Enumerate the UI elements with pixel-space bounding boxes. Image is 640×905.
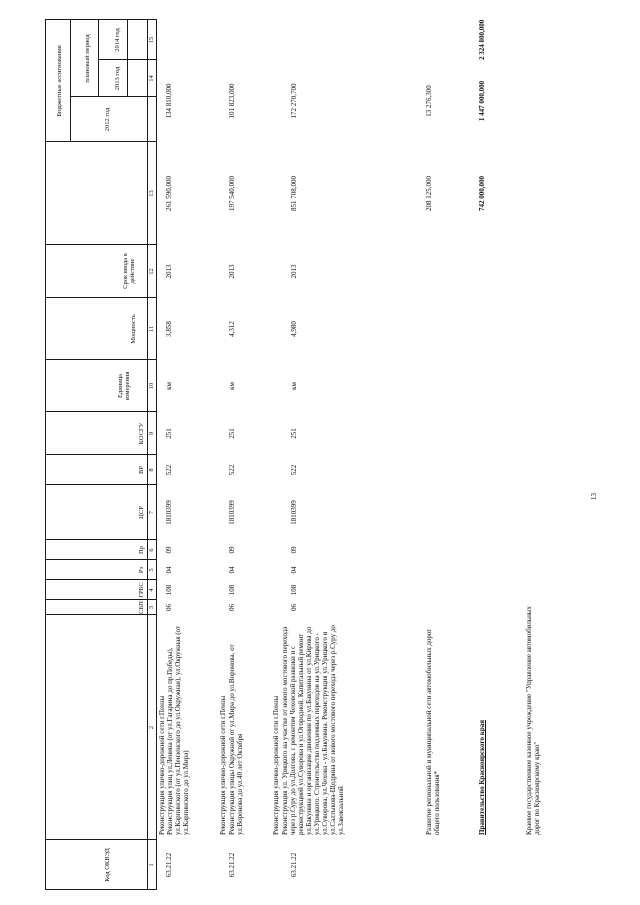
header-grbs: ГРБС	[138, 582, 145, 598]
col-line-0	[45, 889, 157, 890]
row1-unit: км	[165, 382, 173, 390]
row1-2012: 261 590,000	[165, 176, 173, 211]
row1-csr: 1810399	[165, 500, 173, 525]
colnum-2: 2	[148, 725, 155, 730]
header-capacity: Мощность	[130, 314, 137, 344]
row2-pr: 09	[228, 546, 236, 554]
development-line: Развитие региональной и муниципальной сети автомобильных дорог общего пользования*	[425, 628, 441, 835]
header-budget: Бюджетные ассигнования	[56, 45, 63, 117]
table-border-num-bottom	[156, 20, 157, 890]
institution-line: Краевое государственное казенное учреждение "Управление автомобильных дорог по Красноярскому краю"	[525, 605, 541, 835]
row1-kosgu: 251	[165, 428, 173, 439]
colnum-12: 12	[148, 268, 155, 275]
colnum-6: 6	[148, 548, 155, 552]
colnum-10: 10	[148, 382, 155, 390]
header-csr: ЦСР	[138, 506, 145, 519]
colnum-7: 7	[148, 510, 155, 515]
colnum-15: 15	[148, 36, 155, 44]
header-2013: 2013 год	[114, 66, 121, 91]
government-line: Правительство Красноярского края	[478, 719, 486, 835]
row2-desc: Реконструкция улицы Окружной от ул.Мира до ул.Воронова, от ул.Воронова до ул.40 лет Октября	[228, 644, 244, 835]
col-line-11	[45, 297, 157, 298]
government-2012: 742 000,000	[478, 176, 486, 211]
row2-rz: 04	[228, 566, 236, 574]
header-rz: Рз	[138, 566, 145, 574]
colnum-9: 9	[148, 431, 155, 436]
col-line-10	[45, 359, 157, 360]
row2-vr: 522	[228, 464, 236, 476]
colnum-1: 1	[148, 863, 155, 867]
development-2013: 13 276,300	[425, 85, 433, 117]
header-kosgu: КОСГУ	[138, 422, 145, 445]
row2-grbs: 108	[228, 584, 236, 596]
header-2014: 2014 год	[114, 28, 121, 52]
row3-pr: 09	[290, 546, 298, 554]
row1-title: Реконструкция улично-дорожной сети г.Пензы	[158, 695, 166, 835]
row1-desc: Реконструкция улиц ул.Ленина (от ул.Гагарина до пр.Победы), ул.Карпинского (от ул.Пензенского до ул.Окружная), ул.Окружная (от ул.Карпинского до ул.Мира)	[166, 626, 190, 835]
colnum-14: 14	[148, 75, 155, 82]
header-unit: Единица измерения	[117, 371, 131, 401]
row1-grbs: 108	[165, 584, 173, 596]
colnum-13: 13	[148, 190, 155, 197]
row1-capacity: 3,858	[165, 321, 173, 337]
row3-2013: 172 270,700	[290, 83, 298, 119]
header-pr: Пр	[138, 546, 145, 554]
row1-sbp: 06	[165, 604, 173, 611]
colnum-4: 4	[148, 588, 155, 592]
row2-okved: 63.21.22	[228, 852, 236, 878]
header-2012: 2012 год	[104, 107, 111, 132]
header-okved: Код ОКВЭД	[104, 848, 111, 882]
colnum-8: 8	[148, 468, 155, 472]
colnum-3: 3	[148, 605, 155, 610]
row1-okved: 63.21.22	[165, 852, 173, 878]
table-border-budget-h	[70, 20, 71, 142]
header-vr: ВР	[138, 466, 145, 474]
row2-deadline: 2013	[228, 264, 236, 279]
row3-grbs: 108	[290, 584, 298, 596]
row2-title: Реконструкция улично-дорожной сети г.Пензы	[219, 695, 227, 835]
row1-vr: 522	[165, 464, 173, 476]
row3-csr: 1810399	[290, 500, 298, 525]
row1-rz: 04	[165, 566, 173, 574]
row3-rz: 04	[290, 566, 298, 574]
row2-csr: 1810399	[228, 500, 236, 525]
row2-2012: 197 540,000	[228, 176, 236, 211]
row2-sbp: 06	[228, 604, 236, 611]
row3-deadline: 2013	[290, 264, 298, 279]
row3-sbp: 06	[290, 604, 298, 611]
header-plan: плановый период	[84, 34, 91, 83]
header-sbp: СБП	[138, 601, 145, 614]
row3-desc: Реконструкция ул. Урицкого на участке от нового мостового перехода через р.Суру до ул.Долгова, с ремонтом Чеховской развязки и с реконструкцией ул.Суворова и ул.Огородной. Капитальный ремонт ул.Бакунина и организация движения по ул.Бакунина от ул.Кирова до ул.Урицкого. Строительство подземных переходов на ул.Урицкого - ул.Суворова, ул.Чехова - ул.Бакунина. Реконструкция ул.Урицкого и ул.Салтыкова-Щедрина от нового мостового перехода через р.Суру до ул.Завокзальной	[281, 625, 345, 835]
colnum-5: 5	[148, 568, 155, 572]
row2-2013: 101 823,000	[228, 83, 236, 119]
col-line-1	[45, 839, 157, 840]
col-line-12	[45, 244, 157, 245]
row3-unit: км	[290, 382, 298, 390]
page-number: 13	[590, 493, 598, 500]
colnum-11: 11	[148, 325, 155, 333]
row3-title: Реконструкция улично-дорожной сети г.Пензы	[272, 695, 280, 835]
row3-kosgu: 251	[290, 428, 298, 439]
header-deadline: Срок ввода в действие	[122, 253, 136, 289]
row3-okved: 63.21.22	[290, 852, 298, 878]
development-2012: 208 125,000	[425, 176, 433, 211]
row2-kosgu: 251	[228, 428, 236, 439]
row2-unit: км	[228, 382, 236, 390]
government-2014: 2 324 800,000	[478, 19, 486, 60]
government-2013: 1 447 000,000	[478, 80, 486, 122]
row3-capacity: 4,980	[290, 321, 298, 337]
row1-2013: 134 810,000	[165, 83, 173, 119]
table-border-top	[45, 20, 46, 890]
row1-deadline: 2013	[165, 264, 173, 279]
row3-vr: 522	[290, 464, 298, 476]
row1-pr: 09	[165, 546, 173, 554]
row3-2012: 851 708,000	[290, 176, 298, 211]
row2-capacity: 4,312	[228, 321, 236, 337]
